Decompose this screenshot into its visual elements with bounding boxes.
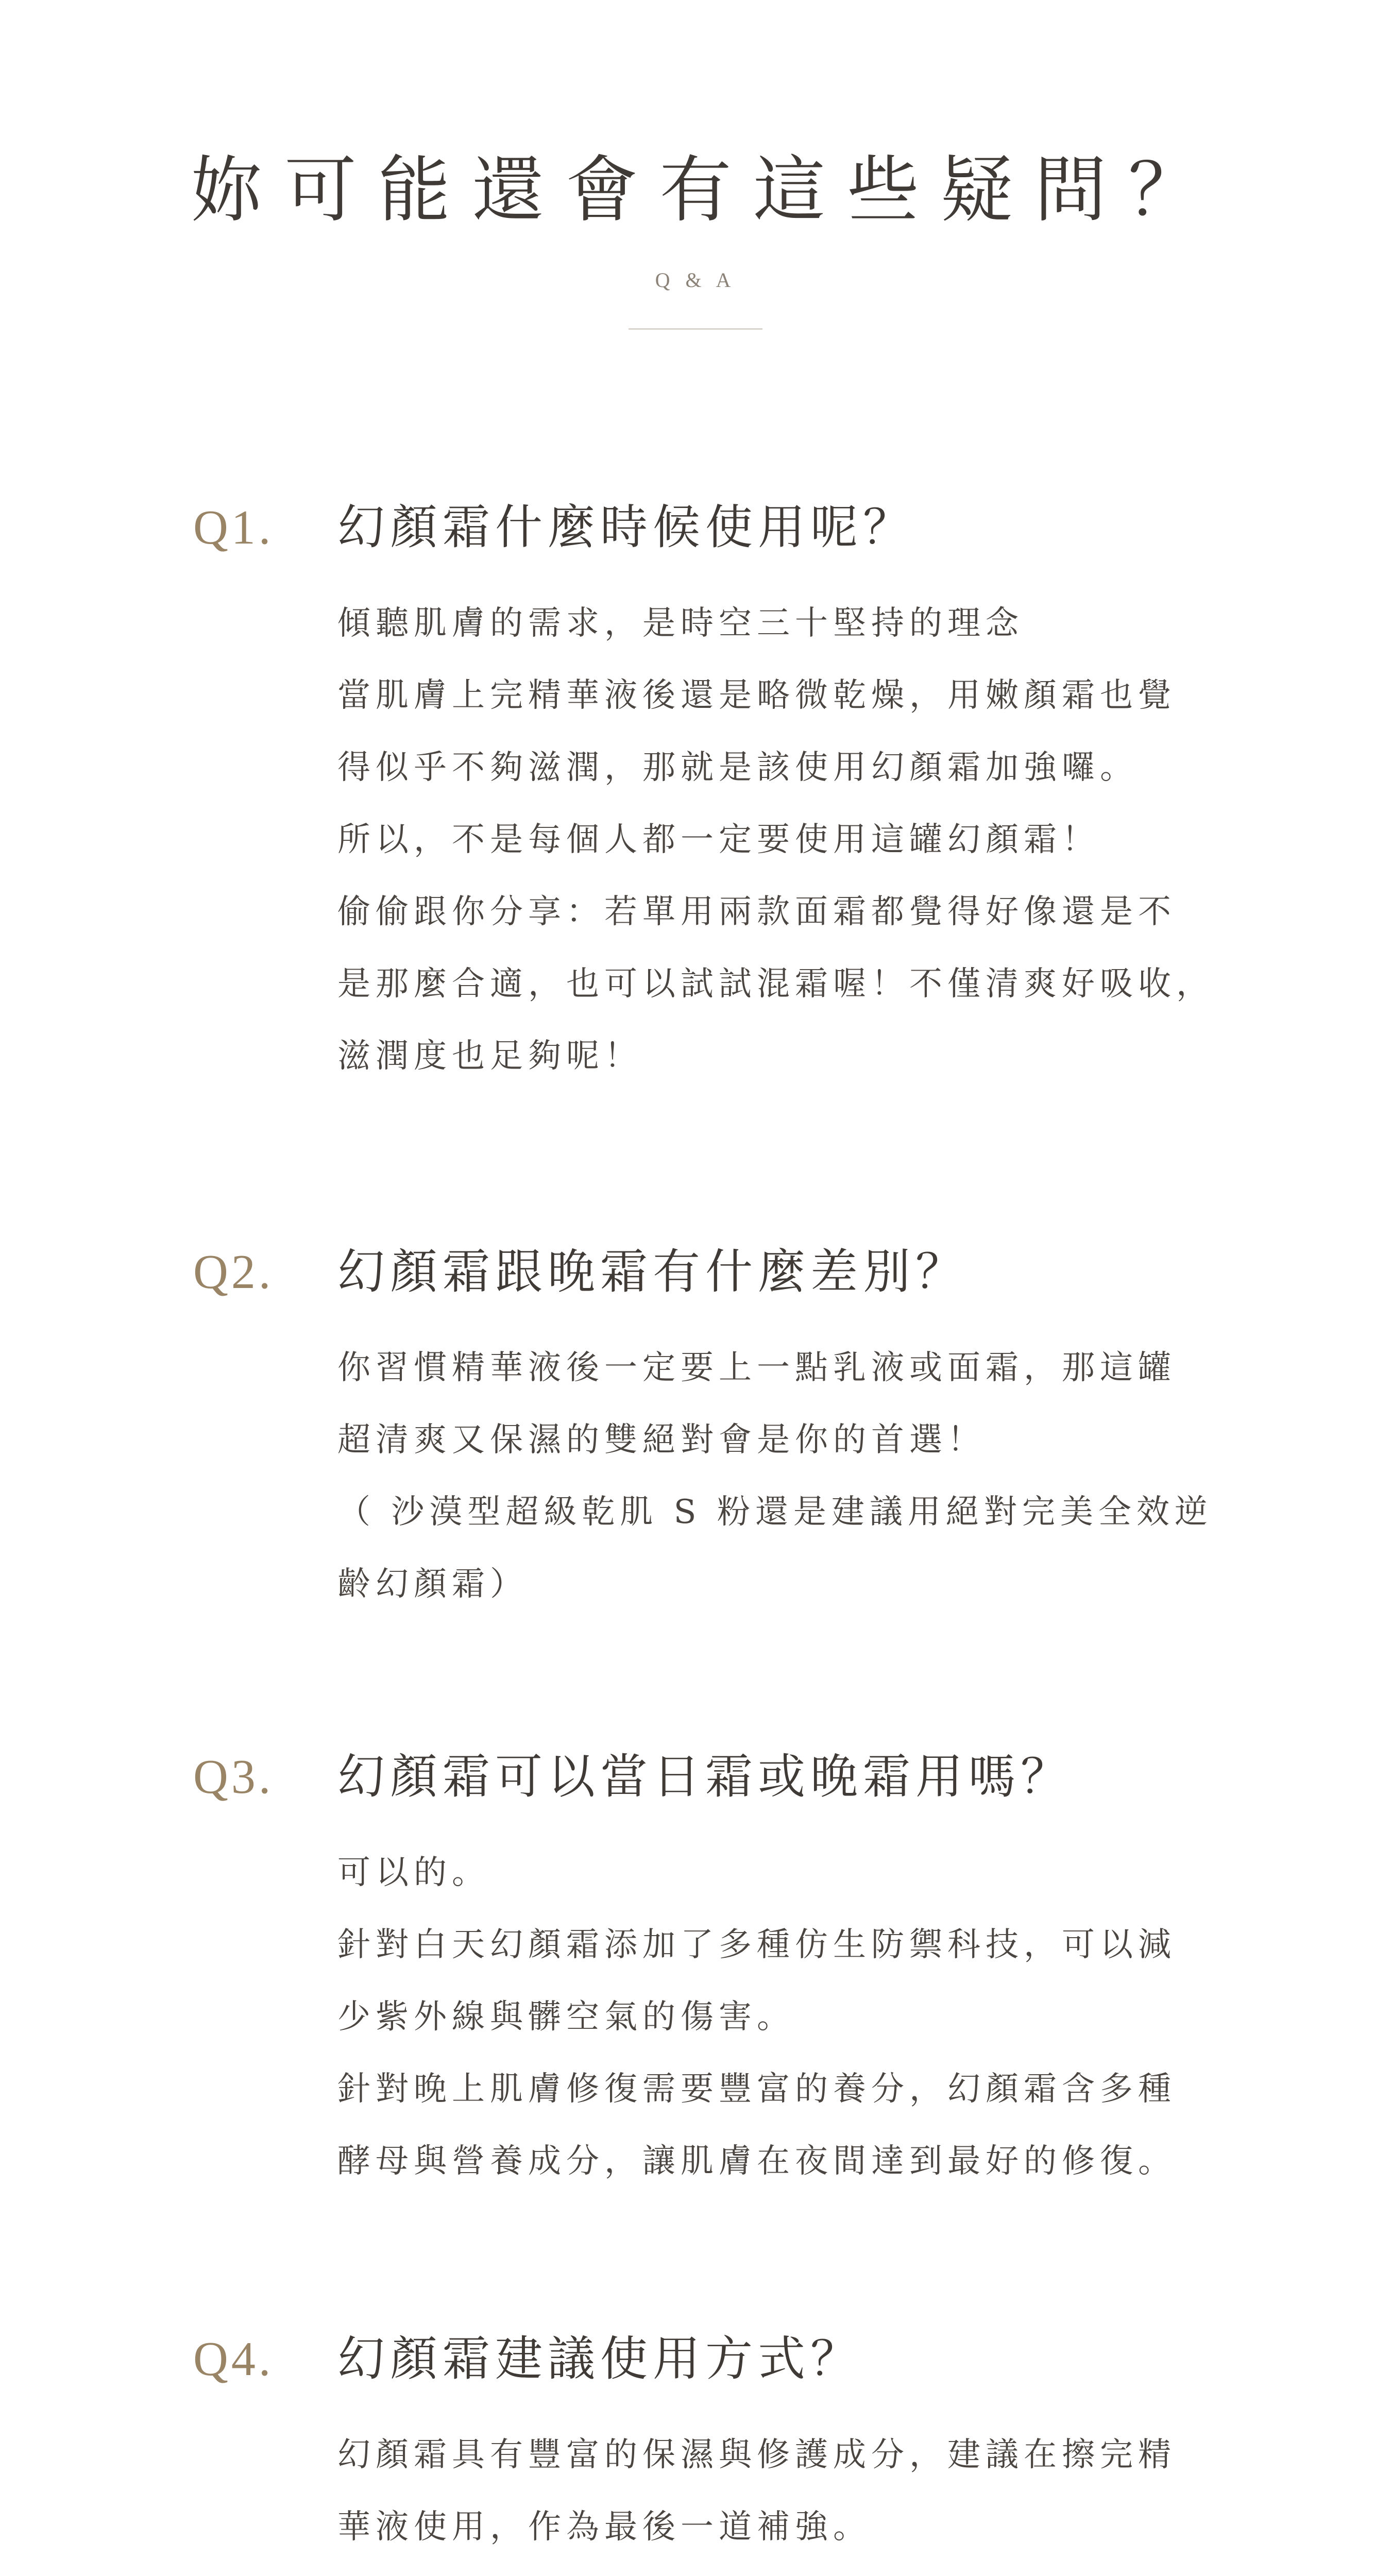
- question-text: 幻顏霜跟晚霜有什麼差別？: [337, 1244, 969, 1299]
- answer-line: 偷偷跟你分享：若單用兩款面霜都覺得好像還是不: [337, 893, 1176, 931]
- page-header: [0, 148, 1391, 330]
- answer-line: 你習慣精華液後一定要上一點乳液或面霜，那這罐: [337, 1349, 1176, 1387]
- qa-question-row: [193, 2321, 1301, 2389]
- answer-line: 所以，不是每個人都一定要使用這罐幻顏霜！: [337, 821, 1100, 859]
- page-title: 妳可能還會有這些疑問？: [190, 148, 1222, 232]
- answer-line: 當肌膚上完精華液後還是略微乾燥，用嫩顏霜也覺: [337, 676, 1176, 715]
- answer-line: 滋潤度也足夠呢！: [337, 1037, 642, 1075]
- answer-line: （ 沙漠型超級乾肌 S 粉還是建議用絕對完美全效逆: [337, 1493, 1213, 1531]
- answer-line: 少紫外線與髒空氣的傷害。: [337, 1998, 795, 2036]
- qa-item-4: [193, 2321, 1301, 2563]
- answer-block: [337, 1332, 1306, 1620]
- answer-line: 針對晚上肌膚修復需要豐富的養分，幻顏霜含多種: [337, 2070, 1176, 2108]
- answer-line: 針對白天幻顏霜添加了多種仿生防禦科技，可以減: [337, 1926, 1176, 1964]
- qa-question-row: [193, 1234, 1301, 1302]
- question-text: 幻顏霜可以當日霜或晚霜用嗎？: [337, 1749, 1074, 1804]
- answer-line: 齡幻顏霜）: [337, 1565, 528, 1603]
- qa-item-2: [193, 1234, 1301, 1620]
- answer-line: 幻顏霜具有豐富的保濕與修護成分，建議在擦完精: [337, 2436, 1176, 2474]
- question-number: Q3.: [193, 1750, 274, 1804]
- answer-line: 傾聽肌膚的需求，是時空三十堅持的理念: [337, 604, 1024, 642]
- question-number: Q1.: [193, 501, 274, 554]
- qa-item-3: [193, 1739, 1301, 2197]
- qa-question-row: [193, 489, 1301, 557]
- answer-line: 可以的。: [337, 1854, 490, 1892]
- answer-block: [337, 587, 1306, 1092]
- answer-block: [337, 2419, 1306, 2563]
- question-text: 幻顏霜建議使用方式？: [337, 2331, 863, 2386]
- question-text: 幻顏霜什麼時候使用呢？: [337, 500, 916, 555]
- answer-line: 得似乎不夠滋潤，那就是該使用幻顏霜加強囉。: [337, 749, 1138, 787]
- question-number: Q2.: [193, 1245, 274, 1299]
- question-number: Q4.: [193, 2332, 274, 2386]
- header-divider: [629, 328, 762, 330]
- answer-line: 酵母與營養成分，讓肌膚在夜間達到最好的修復。: [337, 2142, 1176, 2180]
- qa-question-row: [193, 1739, 1301, 1807]
- answer-block: [337, 1837, 1306, 2197]
- page-subtitle: Q & A: [655, 268, 736, 292]
- answer-line: 是那麼合適，也可以試試混霜喔！不僅清爽好吸收，: [337, 965, 1214, 1003]
- answer-line: 華液使用，作為最後一道補強。: [337, 2508, 871, 2546]
- answer-line: 超清爽又保濕的雙絕對會是你的首選！: [337, 1421, 986, 1459]
- qa-item-1: [193, 489, 1301, 1092]
